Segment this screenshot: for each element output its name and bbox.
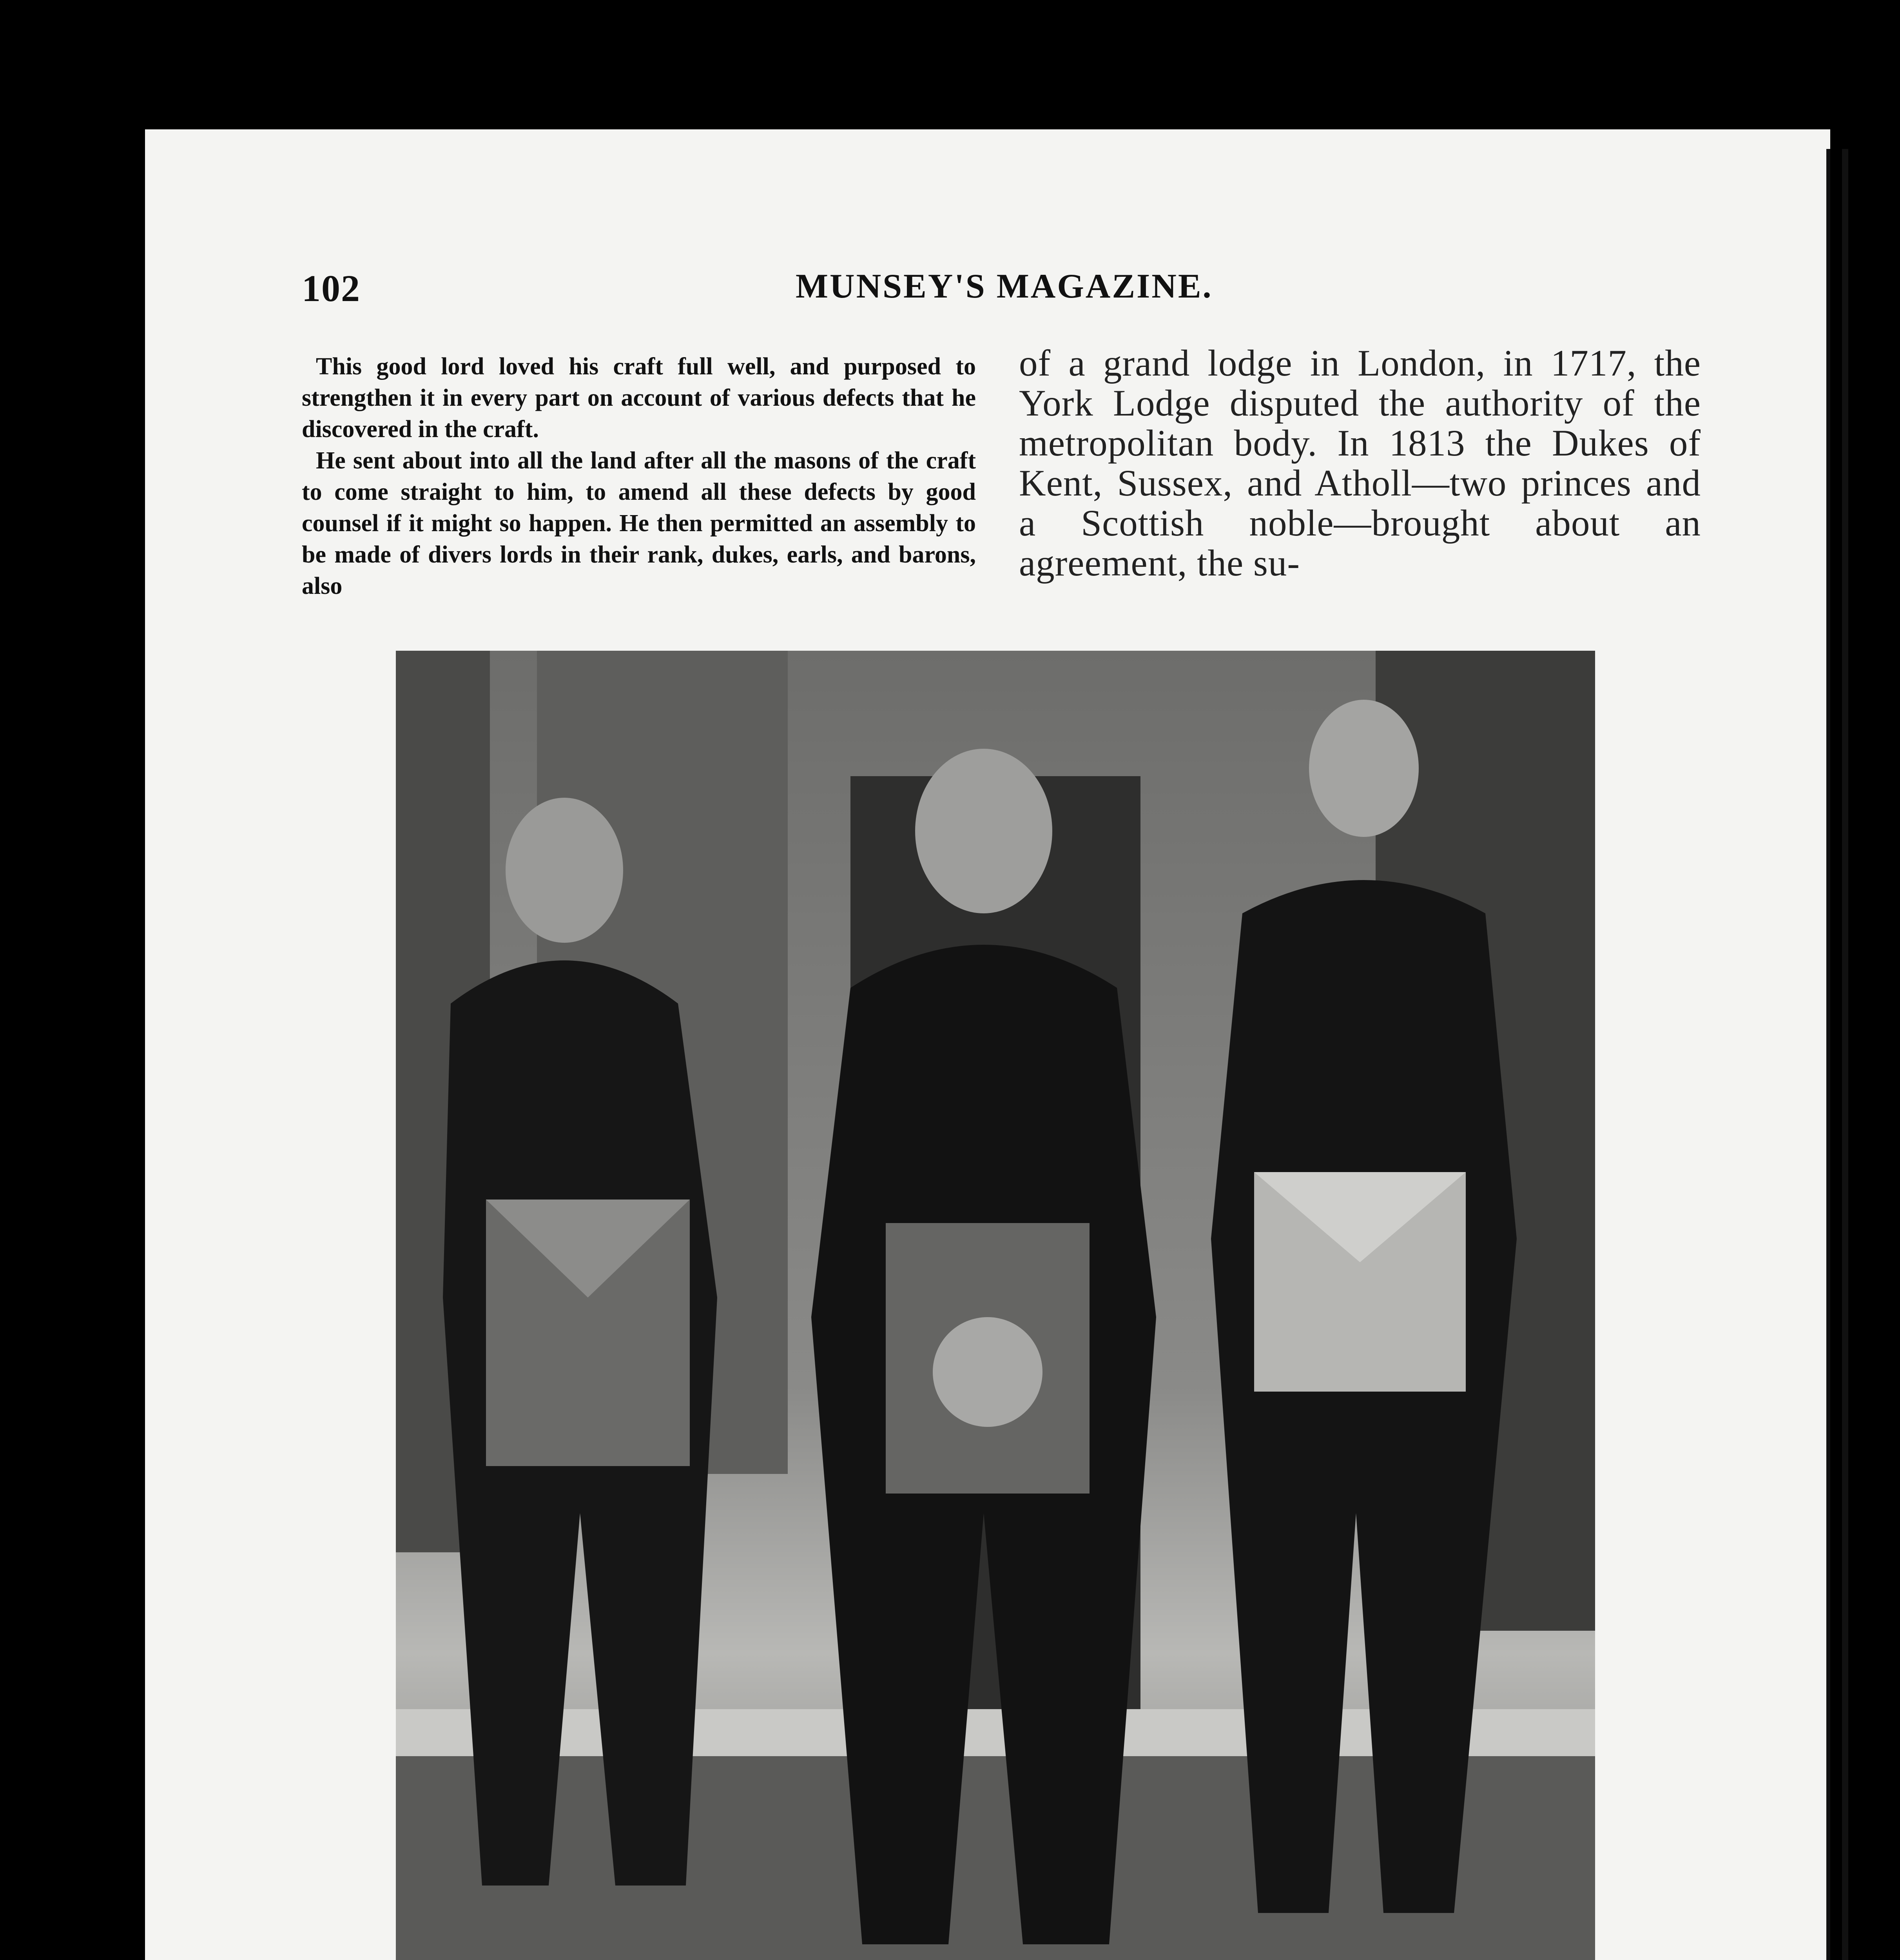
page-edge-line [1826,149,1830,1960]
masonic-photograph [396,651,1595,1960]
running-head: MUNSEY'S MAGAZINE. [796,267,1213,305]
photograph-image [396,651,1595,1960]
page-header [302,267,1748,310]
paragraph: He sent about into all the land after all the masons of the craft to come straight to him, to amend all these defects by good counsel if it might so happen. He then permitted an assembly to be made of divers lords in their rank, dukes, earls, and barons, also [302,447,976,599]
page-number: 102 [302,267,361,309]
paragraph: of a grand lodge in London, in 1717, the York Lodge disputed the authority of the metropolitan body. In 1813 the Dukes of Kent, Sussex, and Atholl—two princes and a Scottish noble—brought about an agreement, the su- [1019,342,1701,584]
top-right-column [1019,343,1701,583]
paragraph: This good lord loved his craft full well, and purposed to strengthen it in every part on account of various defects that he discovered in the craft. [302,353,976,443]
top-left-column [302,351,976,602]
page-edge-line [1842,149,1848,1960]
